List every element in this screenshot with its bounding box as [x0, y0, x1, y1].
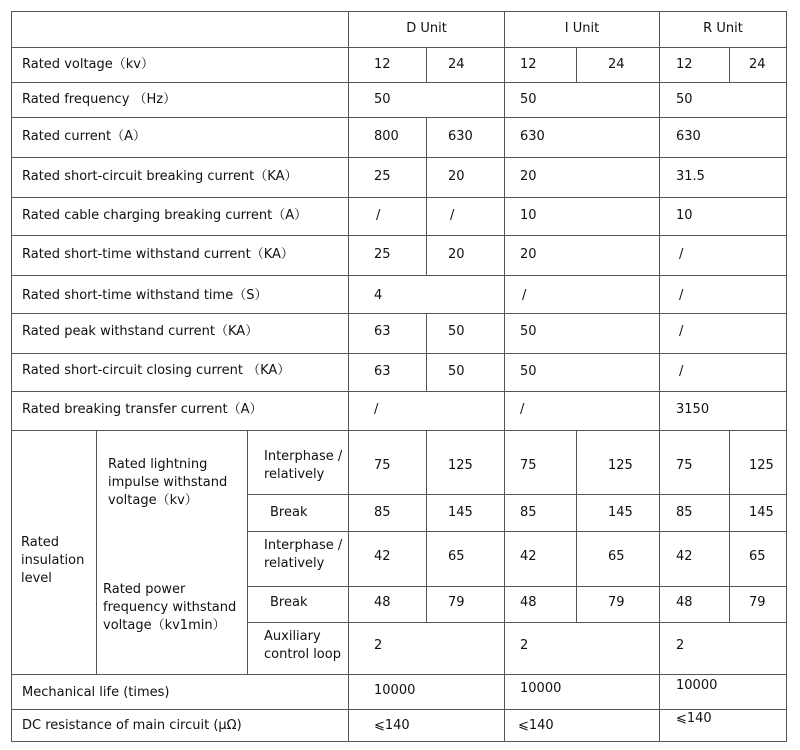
cell-r1: 48	[676, 595, 693, 610]
cell-i: 20	[520, 247, 537, 262]
vline	[426, 117, 427, 275]
cell-d1: 25	[374, 169, 391, 184]
cell-d2: 125	[448, 458, 473, 473]
cell-r: 2	[676, 638, 685, 653]
d-unit-header: D Unit	[406, 21, 447, 36]
cell-i: 50	[520, 364, 537, 379]
hline	[11, 741, 787, 742]
hline	[247, 531, 787, 532]
cell-i2: 79	[608, 595, 625, 610]
cell-i: /	[522, 288, 527, 303]
cell-i1: 42	[520, 549, 537, 564]
row-label: Rated short-circuit breaking current（KA）	[22, 169, 298, 184]
cell-i: 20	[520, 169, 537, 184]
cell-d2: 79	[448, 595, 465, 610]
hline	[11, 430, 787, 431]
cell-i1: 12	[520, 57, 537, 72]
hline	[11, 11, 787, 12]
hline	[247, 494, 787, 495]
cell-r2: 24	[749, 57, 766, 72]
cell-d: 2	[374, 638, 383, 653]
vline	[576, 47, 577, 82]
cell-d1: 75	[374, 458, 391, 473]
cell-d1: 42	[374, 549, 391, 564]
cell-i: 630	[520, 129, 545, 144]
vline	[576, 430, 577, 622]
cell-d2: 145	[448, 505, 473, 520]
cell-d1: /	[376, 208, 381, 223]
vline	[348, 11, 349, 742]
hline	[11, 391, 787, 392]
cell-i2: 24	[608, 57, 625, 72]
lightning-label: Rated lightning impulse withstand voltage（kv）	[108, 457, 228, 508]
cell-i1: 75	[520, 458, 537, 473]
row-label: Rated short-time withstand current（KA）	[22, 247, 294, 262]
vline	[729, 47, 730, 82]
cell-r: 50	[676, 92, 693, 107]
vline	[11, 11, 12, 742]
hline	[11, 82, 787, 83]
sub-label: Break	[270, 505, 308, 520]
cell-r2: 79	[749, 595, 766, 610]
cell-r: /	[679, 247, 684, 262]
cell-r: 31.5	[676, 169, 705, 184]
vline	[426, 47, 427, 82]
cell-i1: 85	[520, 505, 537, 520]
cell-i2: 65	[608, 549, 625, 564]
row-label: Rated frequency （Hz）	[22, 92, 177, 107]
hline	[11, 47, 787, 48]
r-unit-header: R Unit	[703, 21, 743, 36]
row-label: Rated short-circuit closing current （KA）	[22, 363, 291, 378]
hline	[11, 197, 787, 198]
hline	[11, 313, 787, 314]
cell-d: 50	[374, 92, 391, 107]
row-label: Mechanical life (times)	[22, 685, 170, 700]
hline	[11, 275, 787, 276]
cell-r1: 12	[676, 57, 693, 72]
row-label: Rated breaking transfer current（A）	[22, 402, 263, 417]
cell-i: ⩽140	[518, 718, 554, 733]
row-label: Rated peak withstand current（KA）	[22, 324, 259, 339]
hline	[11, 674, 787, 675]
hline	[11, 709, 787, 710]
cell-r: ⩽140	[676, 711, 712, 726]
row-label: Rated current（A）	[22, 129, 146, 144]
cell-r: 630	[676, 129, 701, 144]
cell-r1: 42	[676, 549, 693, 564]
vline	[96, 430, 97, 674]
row-label: Rated voltage（kv）	[22, 57, 154, 72]
cell-i2: 125	[608, 458, 633, 473]
cell-d: 4	[374, 288, 383, 303]
cell-r: 10	[676, 208, 693, 223]
cell-d: 10000	[374, 683, 416, 698]
hline	[11, 353, 787, 354]
cell-r1: 75	[676, 458, 693, 473]
cell-d2: 50	[448, 364, 465, 379]
hline	[247, 586, 787, 587]
cell-d2: 20	[448, 169, 465, 184]
cell-i: 50	[520, 324, 537, 339]
vline	[426, 313, 427, 391]
cell-r: /	[679, 324, 684, 339]
cell-r2: 65	[749, 549, 766, 564]
vline	[504, 11, 505, 742]
hline	[247, 622, 787, 623]
cell-r2: 125	[749, 458, 774, 473]
cell-r2: 145	[749, 505, 774, 520]
cell-d1: 12	[374, 57, 391, 72]
cell-r: 10000	[676, 678, 718, 693]
cell-d1: 63	[374, 364, 391, 379]
spec-table	[11, 11, 787, 742]
cell-d1: 800	[374, 129, 399, 144]
row-label: Rated cable charging breaking current（A）	[22, 208, 308, 223]
cell-d2: 630	[448, 129, 473, 144]
i-unit-header: I Unit	[564, 21, 600, 36]
vline	[247, 430, 248, 674]
hline	[11, 117, 787, 118]
sub-label: Interphase / relatively	[264, 449, 343, 482]
vline	[659, 11, 660, 742]
row-label: Rated short-time withstand time（S）	[22, 288, 268, 303]
cell-d1: 85	[374, 505, 391, 520]
cell-d2: 65	[448, 549, 465, 564]
cell-i: /	[520, 402, 525, 417]
cell-d1: 63	[374, 324, 391, 339]
cell-r: 3150	[676, 402, 710, 417]
cell-d1: 25	[374, 247, 391, 262]
vline	[786, 11, 787, 742]
vline	[729, 430, 730, 622]
cell-i: 2	[520, 638, 529, 653]
cell-d: /	[374, 402, 379, 417]
cell-r1: 85	[676, 505, 693, 520]
cell-i: 10000	[520, 681, 562, 696]
sub-label: Break	[270, 595, 308, 610]
cell-i: 50	[520, 92, 537, 107]
cell-i2: 145	[608, 505, 633, 520]
cell-i: 10	[520, 208, 537, 223]
cell-d2: 50	[448, 324, 465, 339]
cell-r: /	[679, 288, 684, 303]
cell-r: /	[679, 364, 684, 379]
power-freq-label: Rated power frequency withstand voltage（kv1min）	[103, 582, 237, 633]
cell-d2: /	[450, 208, 455, 223]
cell-d: ⩽140	[374, 718, 410, 733]
insulation-label: Rated insulation level	[21, 535, 85, 586]
cell-d2: 20	[448, 247, 465, 262]
hline	[11, 235, 787, 236]
hline	[11, 157, 787, 158]
vline	[426, 430, 427, 622]
row-label: DC resistance of main circuit (μΩ)	[22, 718, 242, 733]
cell-i1: 48	[520, 595, 537, 610]
cell-d2: 24	[448, 57, 465, 72]
cell-d1: 48	[374, 595, 391, 610]
sub-label: Interphase / relatively	[264, 538, 343, 571]
sub-label: Auxiliary control loop	[264, 629, 341, 662]
